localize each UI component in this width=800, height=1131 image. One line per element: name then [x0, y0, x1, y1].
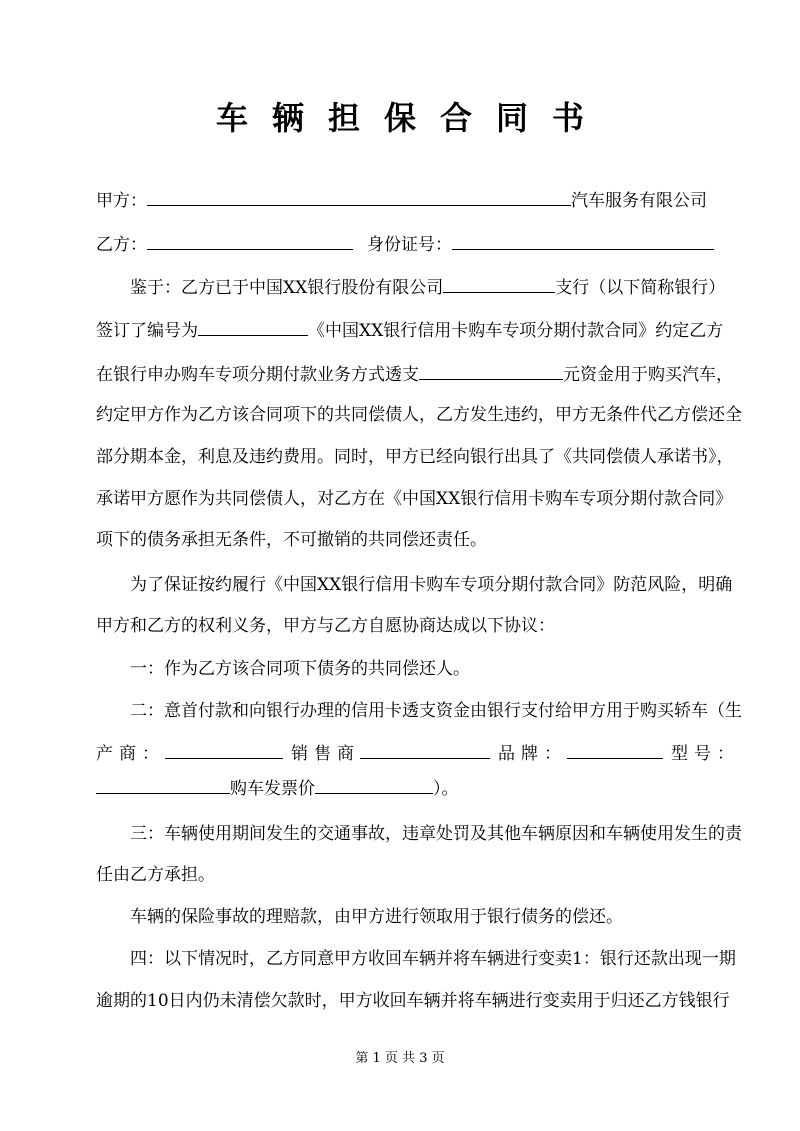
- clause-2-line-2: [96, 741, 740, 766]
- clause-2-end: ）。: [433, 779, 459, 799]
- producer-label: 产商：: [96, 744, 165, 764]
- whereas-text: 签订了编号为: [96, 321, 198, 341]
- dealer-blank: [360, 741, 490, 759]
- party-a-blank: [147, 188, 571, 206]
- whereas-line-6: 承诺甲方愿作为共同偿债人，对乙方在《中国XX银行信用卡购车专项分期付款合同》: [96, 489, 733, 509]
- whereas-line-4: 约定甲方作为乙方该合同项下的共同偿债人，乙方发生违约，甲方无条件代乙方偿还全: [96, 405, 742, 425]
- party-a-line: [96, 188, 708, 213]
- dealer-label: 销售商: [291, 744, 360, 764]
- whereas-text: 支行（以下简称银行）: [555, 278, 726, 298]
- whereas-text: 鉴于：乙方已于中国XX银行股份有限公司: [130, 278, 444, 298]
- model-label: 型号：: [671, 744, 740, 764]
- invoice-blank: [315, 776, 433, 794]
- clause-3-line-2: 任由乙方承担。: [96, 865, 215, 885]
- party-a-label: 甲方：: [96, 191, 147, 211]
- brand-blank: [567, 741, 663, 759]
- purpose-line-2: 甲方和乙方的权利义务，甲方与乙方自愿协商达成以下协议：: [96, 616, 555, 636]
- whereas-line-7: 项下的债务承担无条件，不可撤销的共同偿还责任。: [96, 530, 487, 550]
- whereas-line-2: [96, 318, 724, 343]
- party-a-suffix: 汽车服务有限公司: [571, 191, 707, 211]
- clause-2-line-1: 二：意首付款和向银行办理的信用卡透支资金由银行支付给甲方用于购买轿车（生: [130, 701, 742, 721]
- id-number-blank: [452, 232, 714, 250]
- whereas-text: 元资金用于购买汽车，: [563, 365, 733, 385]
- producer-blank: [165, 741, 283, 759]
- page-title: 车辆担保合同书: [215, 99, 608, 137]
- whereas-line-3: [96, 362, 733, 387]
- purpose-line-1: 为了保证按约履行《中国XX银行信用卡购车专项分期付款合同》防范风险，明确: [130, 575, 733, 595]
- party-b-blank: [147, 232, 353, 250]
- contract-number-blank: [198, 318, 308, 336]
- whereas-text: 《中国XX银行信用卡购车专项分期付款合同》约定乙方: [308, 321, 724, 341]
- clause-2-line-3: [96, 776, 708, 801]
- insurance-clause: 车辆的保险事故的理赔款，由甲方进行领取用于银行债务的偿还。: [130, 907, 623, 927]
- page-footer: 第 1 页 共 3 页: [355, 1051, 445, 1066]
- party-b-line: [96, 232, 708, 257]
- clause-1: 一：作为乙方该合同项下债务的共同偿还人。: [130, 659, 470, 679]
- clause-3-line-1: 三：车辆使用期间发生的交通事故，违章处罚及其他车辆原因和车辆使用发生的责: [130, 824, 742, 844]
- id-number-label: 身份证号：: [367, 235, 452, 255]
- model-blank: [96, 776, 230, 794]
- party-b-label: 乙方：: [96, 235, 147, 255]
- clause-4-line-2: 逾期的10日内仍未清偿欠款时，甲方收回车辆并将车辆进行变卖用于归还乙方钱银行: [96, 991, 730, 1011]
- whereas-text: 在银行申办购车专项分期付款业务方式透支: [96, 365, 419, 385]
- invoice-label: 购车发票价: [230, 779, 315, 799]
- amount-blank: [419, 362, 563, 380]
- whereas-line-1: [130, 275, 726, 300]
- whereas-line-5: 部分期本金，利息及违约费用。同时，甲方已经向银行出具了《共同偿债人承诺书》，: [96, 447, 734, 467]
- clause-4-line-1: 四：以下情况时，乙方同意甲方收回车辆并将车辆进行变卖1：银行还款出现一期: [130, 949, 736, 969]
- branch-blank: [443, 275, 555, 293]
- brand-label: 品牌：: [498, 744, 567, 764]
